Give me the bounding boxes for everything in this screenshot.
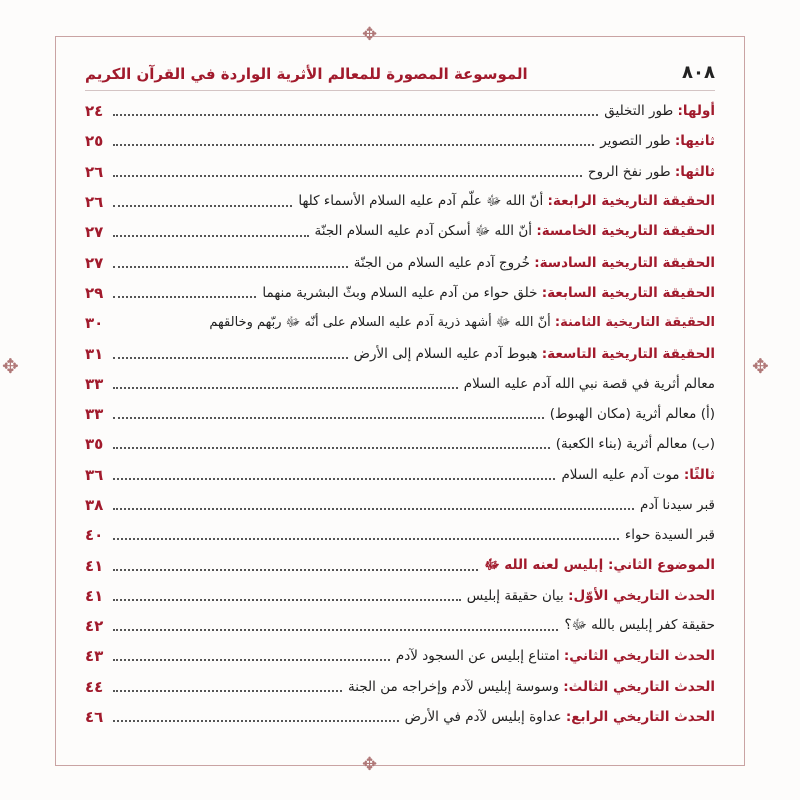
toc-entry-page: ٢٧ xyxy=(85,253,104,272)
table-of-contents xyxy=(85,96,715,732)
toc-entry-text xyxy=(556,436,715,452)
toc-entry-page: ٣٨ xyxy=(85,496,104,514)
toc-entry-page: ٤١ xyxy=(85,556,104,575)
toc-entry-title: بيان حقيقة إبليس xyxy=(466,587,569,604)
toc-entry-title: خُروج آدم عليه السلام من الجنّة xyxy=(353,254,535,271)
toc-entry-text xyxy=(464,376,715,392)
toc-entry[interactable] xyxy=(85,611,715,641)
toc-entry-page: ٣٥ xyxy=(85,435,104,454)
toc-entry-title: (أ) معالم أثرية (مكان الهبوط) xyxy=(549,406,715,423)
dot-leader xyxy=(113,447,550,449)
toc-entry-page: ٢٦ xyxy=(85,193,104,212)
toc-entry-title: وسوسة إبليس لآدم وإخراجه من الجنة xyxy=(348,678,564,695)
toc-entry[interactable] xyxy=(85,278,715,308)
left-ornament-icon: ✥ xyxy=(2,354,19,378)
toc-entry[interactable] xyxy=(85,520,715,550)
dot-leader xyxy=(113,235,309,237)
dot-leader xyxy=(113,720,399,722)
toc-entry-text xyxy=(561,467,715,483)
dot-leader xyxy=(113,417,544,419)
top-ornament-icon: ✥ xyxy=(362,24,378,45)
toc-entry-page: ٢٤ xyxy=(85,102,104,121)
toc-entry-page: ٢٥ xyxy=(85,132,104,151)
toc-entry-title: عداوة إبليس لآدم في الأرض xyxy=(404,709,566,726)
dot-leader xyxy=(113,205,292,207)
toc-entry[interactable] xyxy=(85,460,715,490)
toc-entry-text xyxy=(315,222,715,242)
toc-entry-label: الحقيقة التاريخية الرابعة: xyxy=(547,193,715,210)
toc-entry-page: ٢٧ xyxy=(85,223,104,242)
toc-entry-page: ٣٦ xyxy=(85,465,104,484)
dot-leader xyxy=(113,569,478,571)
toc-entry-page: ٤٤ xyxy=(85,677,104,696)
toc-entry-page: ٤٢ xyxy=(85,617,104,636)
toc-entry[interactable] xyxy=(85,217,715,247)
dot-leader xyxy=(113,538,619,540)
toc-entry-title: خلق حواء من آدم عليه السلام وبثّ البشرية منهما xyxy=(262,284,542,301)
right-ornament-icon: ✥ xyxy=(752,354,769,378)
toc-entry-title: طور نفخ الروح xyxy=(587,163,675,180)
book-title: الموسوعة المصورة للمعالم الأثرية الواردة في القرآن الكريم xyxy=(85,65,528,83)
toc-entry-title: معالم أثرية في قصة نبي الله آدم عليه السلام xyxy=(463,375,715,392)
toc-entry-label: الحقيقة التاريخية التاسعة: xyxy=(541,345,715,362)
toc-entry[interactable] xyxy=(85,96,715,126)
toc-entry-label: ثالثها: xyxy=(674,163,715,180)
toc-entry-text xyxy=(625,527,715,543)
toc-entry-label: الحدث التاريخي الثالث: xyxy=(563,678,715,695)
toc-entry-label: الحدث التاريخي الرابع: xyxy=(565,709,715,726)
toc-entry-label: الحدث التاريخي الأوّل: xyxy=(568,587,715,604)
toc-entry-text xyxy=(354,346,715,362)
toc-entry-text xyxy=(550,406,715,422)
toc-entry-page: ٤٣ xyxy=(85,647,104,666)
toc-entry-text xyxy=(354,255,715,271)
toc-entry-title: طور التخليق xyxy=(604,103,678,120)
toc-entry[interactable] xyxy=(85,702,715,732)
toc-entry[interactable] xyxy=(85,490,715,520)
toc-entry[interactable] xyxy=(85,672,715,702)
toc-entry-title: (ب) معالم أثرية (بناء الكعبة) xyxy=(555,436,715,453)
dot-leader xyxy=(113,296,256,298)
toc-entry-label: ثانيها: xyxy=(674,133,715,150)
dot-leader xyxy=(113,508,634,510)
toc-entry-text xyxy=(604,103,715,119)
toc-entry-text xyxy=(262,285,715,301)
dot-leader xyxy=(113,114,598,116)
toc-entry-title: هبوط آدم عليه السلام إلى الأرض xyxy=(353,345,542,362)
toc-entry-title: قبر سيدنا آدم xyxy=(639,497,715,513)
toc-entry-page: ٣٠ xyxy=(85,314,104,333)
toc-entry[interactable] xyxy=(85,399,715,429)
dot-leader xyxy=(113,629,558,631)
toc-entry-text xyxy=(640,497,715,513)
toc-entry-label: الموضوع الثاني: إبليس لعنه الله ﷻ xyxy=(484,556,715,573)
toc-entry[interactable] xyxy=(85,429,715,459)
toc-entry[interactable] xyxy=(85,157,715,187)
toc-entry[interactable] xyxy=(85,641,715,671)
toc-entry[interactable] xyxy=(85,126,715,156)
toc-entry-title: قبر السيدة حواء xyxy=(624,527,715,544)
dot-leader xyxy=(113,599,461,601)
toc-entry-page: ٣١ xyxy=(85,344,104,363)
toc-entry-title: موت آدم عليه السلام xyxy=(561,466,684,483)
bottom-ornament-icon: ✥ xyxy=(362,754,378,775)
toc-entry[interactable] xyxy=(85,308,715,338)
toc-entry-page: ٤٠ xyxy=(85,526,104,545)
toc-entry-title: أنّ الله ﷻ أشهد ذرية آدم عليه السلام على أنّه ﷻ ربّهم وخالقهم xyxy=(209,314,555,330)
toc-entry-label: الحقيقة التاريخية السابعة: xyxy=(541,284,715,301)
toc-entry-page: ٤١ xyxy=(85,586,104,605)
dot-leader xyxy=(113,266,348,268)
toc-entry[interactable] xyxy=(85,338,715,368)
toc-entry-label: الحدث التاريخي الثاني: xyxy=(563,648,715,665)
toc-entry[interactable] xyxy=(85,247,715,277)
toc-entry-title: امتناع إبليس عن السجود لآدم xyxy=(395,648,564,665)
dot-leader xyxy=(113,175,582,177)
toc-entry-page: ٤٦ xyxy=(85,708,104,727)
toc-entry-page: ٢٩ xyxy=(85,283,104,302)
toc-entry-label: الحقيقة التاريخية الثامنة: xyxy=(554,314,715,330)
toc-entry-text xyxy=(209,314,715,333)
page-header xyxy=(85,62,715,91)
page-number: ٨٠٨ xyxy=(682,62,715,83)
dot-leader xyxy=(113,387,458,389)
toc-entry-label: الحقيقة التاريخية السادسة: xyxy=(534,254,715,271)
toc-entry-text xyxy=(405,709,715,725)
dot-leader xyxy=(113,659,390,661)
toc-entry-text xyxy=(396,648,715,664)
toc-entry-text xyxy=(600,133,715,149)
toc-entry-title: أنّ الله ﷻ أسكن آدم عليه السلام الجنّة xyxy=(314,223,537,240)
toc-entry-text xyxy=(348,679,715,695)
dot-leader xyxy=(113,357,348,359)
toc-entry-title: حقيقة كفر إبليس بالله ﷻ؟ xyxy=(564,617,715,634)
toc-entry[interactable] xyxy=(85,187,715,217)
dot-leader xyxy=(113,478,555,480)
toc-entry[interactable] xyxy=(85,369,715,399)
toc-entry-page: ٣٣ xyxy=(85,374,104,393)
toc-entry-label: أولها: xyxy=(677,103,715,120)
toc-entry-page: ٢٦ xyxy=(85,162,104,181)
dot-leader xyxy=(113,144,594,146)
toc-entry[interactable] xyxy=(85,550,715,580)
toc-entry-text xyxy=(484,556,715,576)
toc-entry-text xyxy=(564,616,715,636)
toc-entry-title: أنّ الله ﷻ علّم آدم عليه السلام الأسماء كلها xyxy=(298,193,548,210)
toc-entry-text xyxy=(467,588,715,604)
toc-entry-text xyxy=(588,164,715,180)
toc-entry-label: ثالثًا: xyxy=(683,466,715,483)
toc-entry-label: الحقيقة التاريخية الخامسة: xyxy=(536,223,715,240)
toc-entry-title: طور التصوير xyxy=(600,133,675,150)
toc-entry-text xyxy=(298,192,715,212)
toc-entry-page: ٣٣ xyxy=(85,405,104,424)
toc-entry[interactable] xyxy=(85,581,715,611)
dot-leader xyxy=(113,690,342,692)
